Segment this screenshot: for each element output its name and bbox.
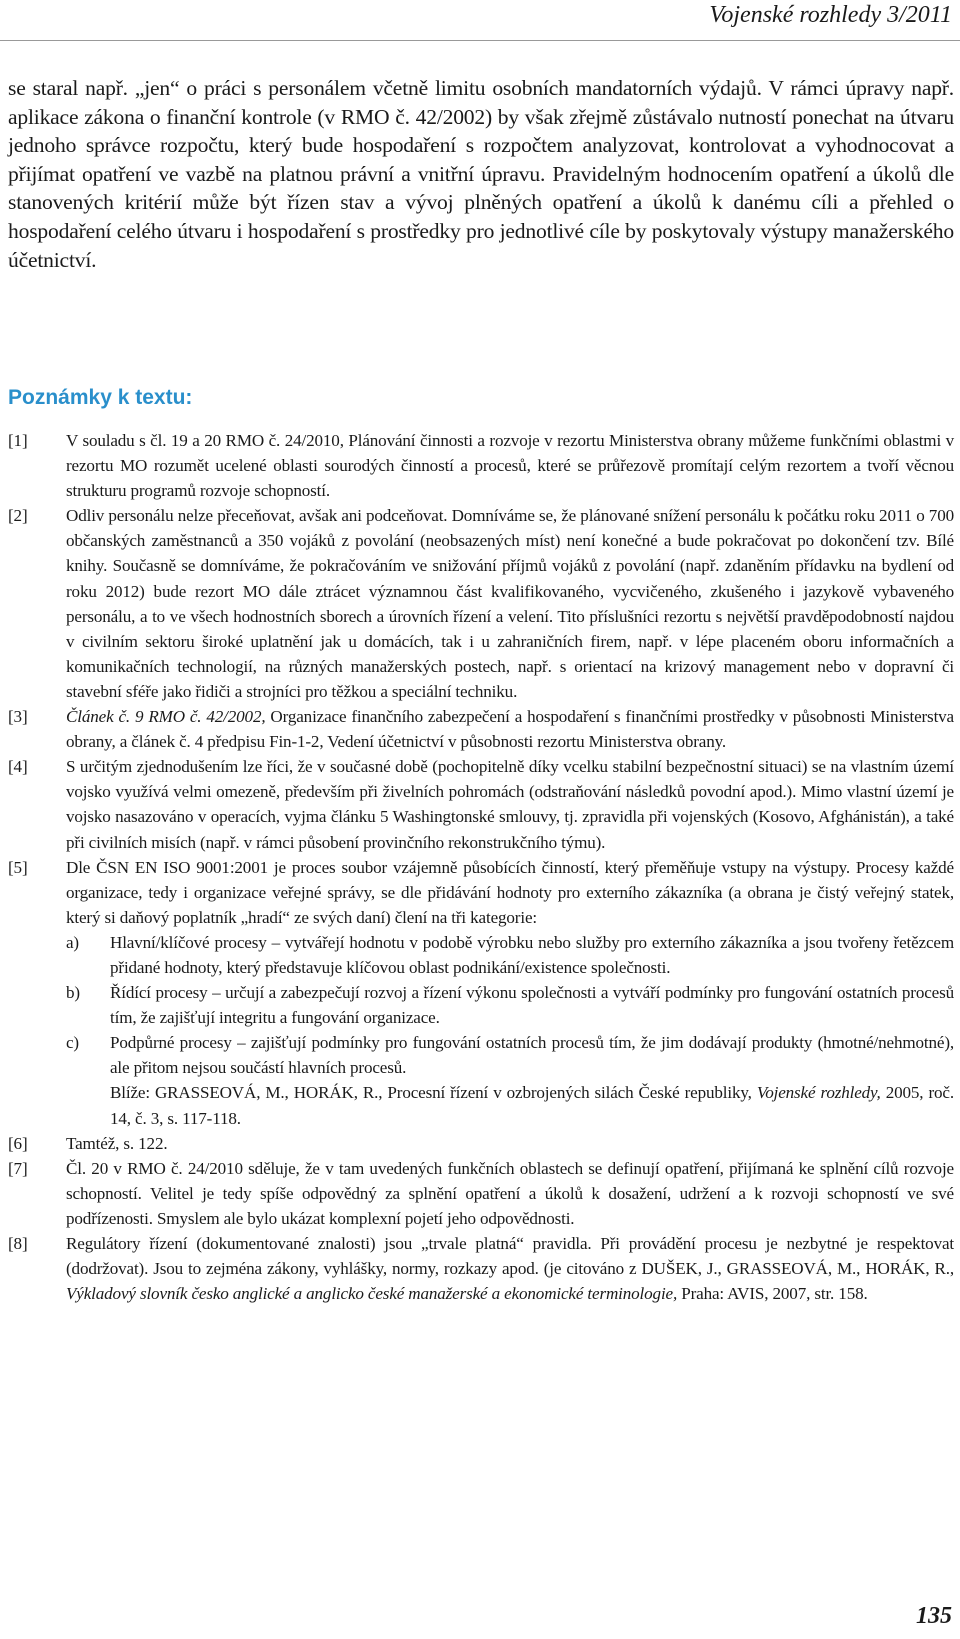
note-text: Dle ČSN EN ISO 9001:2001 je proces soubor vzájemně působících činností, který přeměňuje vstupy na výstupy. Procesy každé organizace, tedy i organizace veřejné správy, se dle přidávání hodnoty pro externího zákazníka (a obrana je čistý veřejný statek, který si daňový poplatník „hradí“ ze svých daní) člení na tři kategorie: [66,857,954,927]
note-number: [4] [8,757,28,777]
note-text: Odliv personálu nelze přeceňovat, avšak ani podceňovat. Domníváme se, že plánované snížení personálu k počátku roku 2011 o 700 občanských zaměstnanců a 350 vojáků z povolání (neobsazených míst) není konečné a bude pokračovat po dokončení tzv. Bílé knihy. Současně se domníváme, že pokračováním ve snižování příjmů vojáků z povolání (např. zdaněním přídavku na bydlení od roku 2012) bude rezort MO dále ztrácet významnou část kvalifikovaného, vycvičeného, zkušeného i jazykově vybaveného personálu, a to ve všech hodnostních sborech a úrovních řízení a velení. Tito příslušníci rezortu s největší pravděpodobností najdou v civilním sektoru široké uplatnění jak u domácích, tak i u zahraničních firem, např. v lépe placeném oboru informačních a komunikačních technologií, na různých manažerských postech, např. s orientací na krizový management nebo v dopravní či stavební sféře jako řidiči a strojníci pro těžkou a speciální techniku. [66,506,954,701]
item-text: Hlavní/klíčové procesy – vytvářejí hodnotu v podobě výrobku nebo služby pro externího zákazníka a jsou tvořeny řetězcem přidané hodnoty, který představuje klíčovou oblast podnikání/existence společnosti. [110,932,954,977]
note-8 [8,1231,954,1306]
note-text: Regulátory řízení (dokumentované znalosti) jsou „trvale platná“ pravidla. Při provádění procesu je nezbytné je respektovat (dodržovat). Jsou to zejména zákony, vyhlášky, normy, rozkazy apod. (je citováno z DUŠEK, J., GRASSEOVÁ, M., HORÁK, R., [66,1234,954,1279]
note-number: [8] [8,1234,28,1253]
note-number: [3] [8,707,28,727]
note-number: [1] [8,431,28,450]
running-header [0,0,960,41]
journal-title: Vojenské rozhledy 3/2011 [709,2,952,28]
note-5 [8,855,954,1131]
item-marker: c) [66,1033,79,1053]
note-text-end: Praha: AVIS, 2007, str. 158. [677,1284,868,1304]
note-2 [8,503,954,704]
note-text: Organizace finančního zabezpečení a hospodaření s finančními prostředky v působnosti Ministerstva obrany, a článek č. 4 předpisu Fin-1-2, Vedení účetnictví v působnosti rezortu Ministerstva obrany. [66,707,954,752]
note-italic-text: Výkladový slovník česko anglické a anglicko české manažerské a ekonomické terminologie, [66,1284,678,1304]
note-3 [8,704,954,754]
note-4 [8,754,954,854]
item-text: Řídící procesy – určují a zabezpečují rozvoj a řízení výkonu společnosti a vytváří podmínky pro fungování ostatních procesů tím, že zajišťují integritu a fungování organizace. [110,983,954,1028]
reference-text: Blíže: GRASSEOVÁ, M., HORÁK, R., Procesní řízení v ozbrojených silách České republiky, [110,1083,757,1103]
note-text: S určitým zjednodušením lze říci, že v současné době (pochopitelně díky vcelku stabilní bezpečnostní situaci) se na vlastním území vojsko využívá velmi omezeně, především při živelních pohromách (odstraňování následků povodní apod.). Mimo vlastní území je vojsko nasazováno v operacích, vyjma článku 5 Washingtonské smlouvy, tj. zpravidla při vojenských (Kosovo, Afghánistán), a také při civilních misích (např. v rámci působení provinčního rekonstrukčního týmu). [66,757,954,852]
notes-list [8,428,954,1306]
body-paragraph: se staral např. „jen“ o práci s personálem včetně limitu osobních mandatorních výdajů. V rámci úpravy např. aplikace zákona o finanční kontrole (v RMO č. 42/2002) by však zřejmě zůstávalo nutností ponechat na útvaru jednoho správce rozpočtu, který bude hospodaření s rozpočtem analyzovat, kontrolovat a vyhodnocovat a přijímat opatření ve vazbě na platnou právní a vnitřní úpravu. Pravidelným hodnocením opatření a úkolů dle stanovených kritérií může být řízen stav a vývoj plněných opatření a úkolů k danému cíli a přehled o hospodaření celého útvaru i hospodaření s prostředky pro jednotlivé cíle by poskytovaly výstupy manažerského účetnictví. [8,76,954,272]
body-text [8,74,954,274]
note-number: [2] [8,506,28,526]
note-7 [8,1156,954,1231]
note-6 [8,1131,954,1156]
item-marker: a) [66,932,79,952]
note-number: [5] [8,857,28,877]
note-text: Čl. 20 v RMO č. 24/2010 sděluje, že v tam uvedených funkčních oblastech se definují opatření, přijímaná ke splnění cílů rozvoje schopností. Velitel je tedy spíše odpovědný za splnění opatření a úkolů k dosažení, udržení a k rozvoji schopností ve své podřízenosti. Smyslem ale bylo ukázat komplexní pojetí jeho odpovědnosti. [66,1158,954,1228]
note-5-reference [66,1080,954,1130]
note-5-item-a [66,930,954,980]
note-5-item-b [66,980,954,1030]
note-italic-text: Článek č. 9 RMO č. 42/2002, [66,707,266,727]
note-number: [6] [8,1133,28,1153]
page-number: 135 [916,1603,952,1629]
reference-details: 2005, roč. 14, č. 3, s. 117-118. [110,1083,954,1128]
item-text: Podpůrné procesy – zajišťují podmínky pro fungování ostatních procesů tím, že jim dodávají produkty (hmotné/nehmotné), ale přitom nejsou součástí hlavních procesů. [110,1033,954,1078]
note-5-item-c [66,1030,954,1080]
note-text: V souladu s čl. 19 a 20 RMO č. 24/2010, Plánování činnosti a rozvoje v rezortu Ministerstva obrany můžeme funkčními oblastmi v rezortu MO rozumět ucelené oblasti sourodých činností a procesů, které se průřezově promítají celým rezortem a tvoří věcnou strukturu programů rozvoje schopností. [66,431,954,501]
item-marker: b) [66,983,80,1003]
note-1 [8,428,954,503]
note-text: Tamtéž, s. 122. [66,1133,168,1153]
notes-heading: Poznámky k textu: [8,386,193,409]
note-number: [7] [8,1158,28,1178]
reference-journal: Vojenské rozhledy, [756,1083,881,1103]
